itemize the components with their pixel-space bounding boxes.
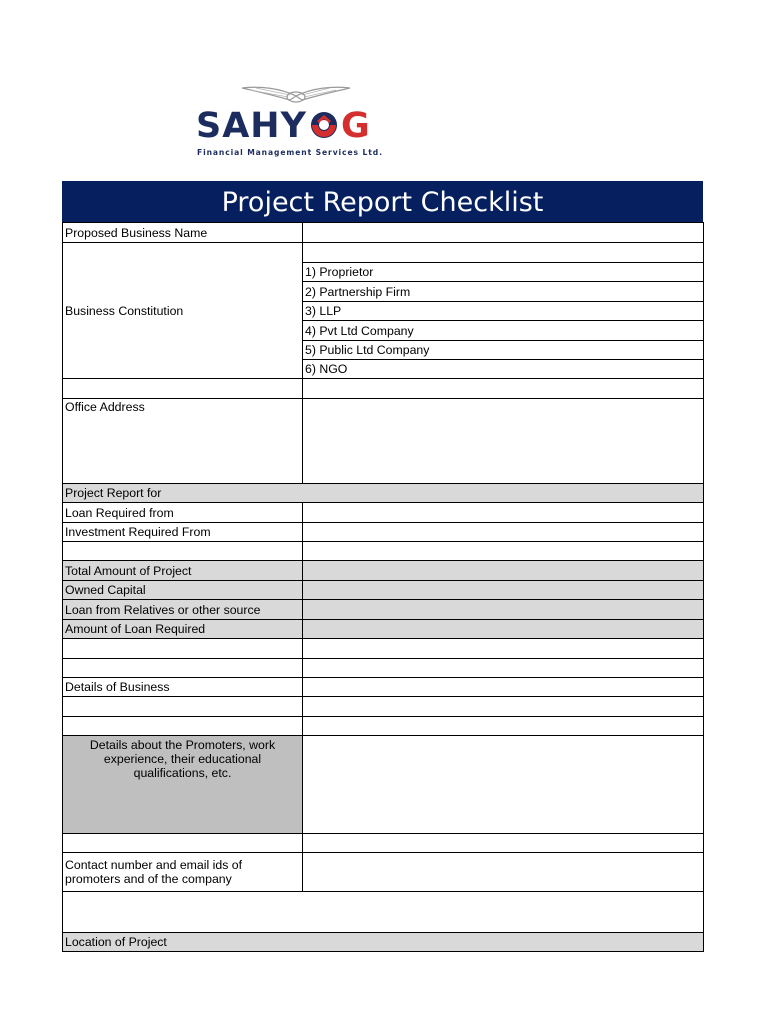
row-contact-details <box>63 853 704 892</box>
field-loan-from-relatives[interactable] <box>303 600 704 620</box>
spacer-row <box>63 639 704 659</box>
field-amount-of-loan-required[interactable] <box>303 620 704 639</box>
row-office-address <box>63 399 704 484</box>
label-project-report-for: Project Report for <box>63 484 704 503</box>
spacer-row <box>63 659 704 678</box>
option-proprietor[interactable]: 1) Proprietor <box>303 263 704 282</box>
row-owned-capital <box>63 581 704 600</box>
spacer-row <box>63 892 704 933</box>
field-loan-required-from[interactable] <box>303 503 704 523</box>
brand-text-end: G <box>340 106 371 146</box>
label-business-constitution: Business Constitution <box>63 243 303 379</box>
row-loan-required-from <box>63 503 704 523</box>
label-promoters-details: Details about the Promoters, work experience, their educational qualifications, etc. <box>63 736 303 834</box>
field-proposed-business-name[interactable] <box>303 223 704 243</box>
option-pvt-ltd-company[interactable]: 4) Pvt Ltd Company <box>303 321 704 341</box>
field-promoters-details[interactable] <box>303 736 704 834</box>
label-location-of-project: Location of Project <box>63 933 704 952</box>
brand-wordmark <box>196 106 371 146</box>
label-office-address: Office Address <box>63 399 303 484</box>
row-total-amount <box>63 561 704 581</box>
field-investment-required-from[interactable] <box>303 523 704 542</box>
brand-text-start: SAHY <box>196 106 307 146</box>
spacer-row <box>63 379 704 399</box>
row-business-name <box>63 223 704 243</box>
row-location-of-project <box>63 933 704 952</box>
label-loan-from-relatives: Loan from Relatives or other source <box>63 600 303 620</box>
row-business-constitution <box>63 243 704 263</box>
row-project-report-for <box>63 484 704 503</box>
label-details-of-business: Details of Business <box>63 678 303 697</box>
label-loan-required-from: Loan Required from <box>63 503 303 523</box>
field-office-address[interactable] <box>303 399 704 484</box>
label-contact-details: Contact number and email ids of promoters and of the company <box>63 853 303 892</box>
option-llp[interactable]: 3) LLP <box>303 302 704 321</box>
field-owned-capital[interactable] <box>303 581 704 600</box>
row-loan-from-relatives <box>63 600 704 620</box>
spacer-row <box>63 697 704 717</box>
page-title: Project Report Checklist <box>62 181 703 223</box>
wings-emblem-icon <box>240 84 352 104</box>
label-amount-of-loan-required: Amount of Loan Required <box>63 620 303 639</box>
spacer-row <box>63 717 704 736</box>
brand-tagline: Financial Management Services Ltd. <box>197 148 383 157</box>
row-amount-of-loan <box>63 620 704 639</box>
field-total-amount-of-project[interactable] <box>303 561 704 581</box>
field-contact-details[interactable] <box>303 853 704 892</box>
company-logo <box>180 74 416 166</box>
spacer-row <box>63 542 704 561</box>
option-public-ltd-company[interactable]: 5) Public Ltd Company <box>303 341 704 360</box>
label-investment-required-from: Investment Required From <box>63 523 303 542</box>
row-investment-required-from <box>63 523 704 542</box>
field-details-of-business[interactable] <box>303 678 704 697</box>
row-promoters-details <box>63 736 704 834</box>
brand-o-mark-icon <box>309 109 339 139</box>
option-ngo[interactable]: 6) NGO <box>303 360 704 379</box>
label-owned-capital: Owned Capital <box>63 581 303 600</box>
spacer-row <box>63 834 704 853</box>
label-total-amount-of-project: Total Amount of Project <box>63 561 303 581</box>
label-proposed-business-name: Proposed Business Name <box>63 223 303 243</box>
option-partnership-firm[interactable]: 2) Partnership Firm <box>303 282 704 302</box>
checklist-table <box>62 222 704 952</box>
row-details-of-business <box>63 678 704 697</box>
field-constitution-blank[interactable] <box>303 243 704 263</box>
